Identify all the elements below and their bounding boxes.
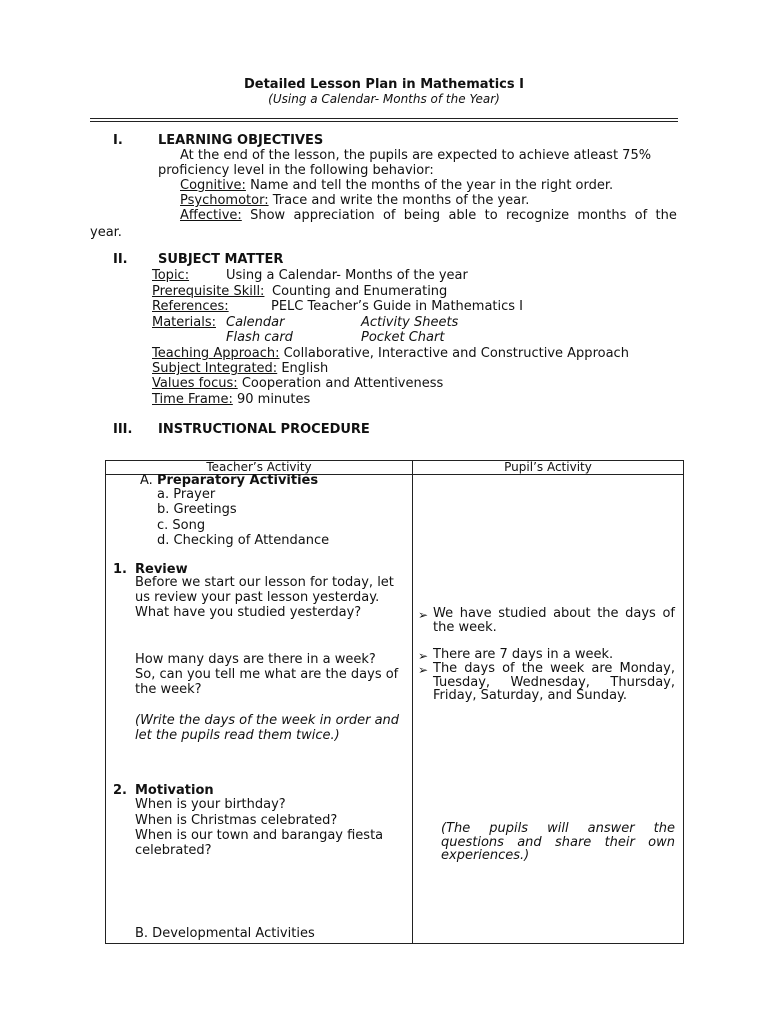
answer-word: days	[464, 661, 495, 676]
col-teacher-activity: Teacher’s Activity	[106, 461, 413, 475]
review-line: Before we start our lesson for today, let	[135, 575, 394, 590]
values-focus	[152, 376, 443, 392]
answer-word: the	[521, 661, 544, 676]
section2-number: II.	[113, 252, 128, 267]
pupil-note	[441, 822, 675, 863]
answer-word: week	[550, 661, 585, 676]
motivation-number: 2.	[113, 783, 127, 798]
affective-word: able	[448, 208, 477, 223]
motivation-line: When is Christmas celebrated?	[135, 813, 338, 828]
note-word: questions	[441, 834, 504, 850]
note-word: will	[547, 821, 569, 836]
answer-word: are	[591, 661, 613, 676]
objectives-intro-line2: proficiency level in the following behavior:	[158, 163, 434, 178]
review-heading: Review	[135, 562, 188, 577]
document-title: Detailed Lesson Plan in Mathematics I	[243, 77, 524, 92]
affective-word: of	[382, 208, 396, 223]
motivation-line: celebrated?	[135, 843, 212, 858]
answer-word: Tuesday,	[433, 674, 491, 690]
review-note: let the pupils read them twice.)	[135, 728, 340, 743]
note-word: (The	[441, 821, 471, 836]
teaching-approach	[152, 346, 629, 362]
topic-label: Topic:	[152, 268, 190, 283]
prep-item: c. Song	[157, 518, 206, 533]
subject-integrated	[152, 361, 328, 377]
pupil-answer-1	[433, 607, 675, 634]
pupil-answer-1-tail: the week.	[433, 619, 497, 635]
approach-label: Teaching Approach:	[152, 346, 280, 361]
affective-word: to	[484, 208, 498, 223]
developmental-activities: B. Developmental Activities	[135, 926, 315, 941]
values-label: Values focus:	[152, 376, 238, 391]
objective-affective	[180, 208, 677, 224]
bullet-arrow-icon: ➢	[418, 608, 429, 622]
answer-word: the	[597, 606, 619, 621]
prereq-label: Prerequisite Skill:	[152, 284, 265, 299]
document-subtitle: (Using a Calendar- Months of the Year)	[268, 92, 500, 106]
references-label: References:	[152, 299, 229, 314]
material-item: Activity Sheets	[361, 315, 459, 330]
affective-label: Affective:	[180, 208, 242, 223]
prereq-value: Counting and Enumerating	[272, 284, 448, 299]
time-frame	[152, 392, 310, 408]
review-question: the week?	[135, 682, 202, 697]
note-word: and	[517, 834, 542, 850]
values-value: Cooperation and Attentiveness	[241, 376, 444, 391]
objective-psychomotor	[180, 193, 529, 209]
materials-label: Materials:	[152, 315, 216, 330]
cognitive-label: Cognitive:	[180, 178, 246, 193]
answer-word: Thursday,	[610, 674, 675, 690]
answer-word: Wednesday,	[510, 674, 590, 690]
section1-heading: LEARNING OBJECTIVES	[158, 133, 324, 148]
note-word: pupils	[489, 821, 529, 836]
prep-letter: A.	[140, 473, 153, 488]
psychomotor-text: Trace and write the months of the year.	[272, 193, 530, 208]
pupil-answer-3-line	[433, 676, 675, 690]
section1-number: I.	[113, 133, 123, 148]
affective-word: recognize	[505, 208, 570, 223]
motivation-heading: Motivation	[135, 783, 214, 798]
note-word: own	[648, 834, 675, 850]
approach-value: Collaborative, Interactive and Constructive Approach	[283, 346, 629, 361]
references-value: PELC Teacher’s Guide in Mathematics I	[271, 299, 524, 314]
motivation-line: When is your birthday?	[135, 797, 286, 812]
section3-heading: INSTRUCTIONAL PROCEDURE	[158, 422, 370, 437]
header-rule-bottom	[90, 121, 678, 122]
answer-word: days	[625, 606, 656, 621]
pupil-activity-cell	[413, 475, 684, 944]
integrated-value: English	[281, 361, 329, 376]
affective-word: of	[634, 208, 648, 223]
motivation-line: When is our town and barangay fiesta	[135, 828, 384, 843]
header-rule-top	[90, 118, 678, 119]
prep-item: b. Greetings	[157, 502, 237, 517]
pupil-note-line	[441, 836, 675, 850]
topic-value: Using a Calendar- Months of the year	[226, 268, 468, 283]
pupil-note-line	[441, 822, 675, 836]
answer-word: We	[433, 606, 454, 621]
cognitive-text: Name and tell the months of the year in the right order.	[250, 178, 614, 193]
affective-word: months	[577, 208, 627, 223]
affective-word: Show	[250, 208, 286, 223]
affective-word: appreciation	[293, 208, 375, 223]
integrated-label: Subject Integrated:	[152, 361, 278, 376]
review-question: So, can you tell me what are the days of	[135, 667, 399, 682]
prep-heading: Preparatory Activities	[156, 473, 319, 488]
prep-item: d. Checking of Attendance	[157, 533, 330, 548]
note-word: the	[653, 821, 675, 836]
psychomotor-label: Psychomotor:	[180, 193, 269, 208]
affective-word: being	[403, 208, 441, 223]
timeframe-label: Time Frame:	[152, 392, 233, 407]
timeframe-value: 90 minutes	[236, 392, 311, 407]
pupil-answer-3	[433, 662, 675, 703]
review-line: What have you studied yesterday?	[135, 605, 362, 620]
review-line: us review your past lesson yesterday.	[135, 590, 380, 605]
answer-word: of	[502, 661, 515, 676]
review-question: How many days are there in a week?	[135, 652, 376, 667]
pupil-answer-3-line	[433, 662, 675, 676]
review-number: 1.	[113, 562, 127, 577]
col-pupil-activity: Pupil’s Activity	[413, 461, 684, 475]
bullet-arrow-icon: ➢	[418, 663, 429, 677]
review-note: (Write the days of the week in order and	[135, 713, 400, 728]
answer-word: about	[553, 606, 591, 621]
note-word: share	[554, 834, 592, 850]
section2-heading: SUBJECT MATTER	[158, 252, 284, 267]
answer-word: Monday,	[619, 661, 675, 676]
note-word: their	[604, 834, 635, 850]
objective-cognitive	[180, 178, 613, 194]
material-item: Pocket Chart	[361, 330, 445, 345]
section3-number: III.	[113, 422, 133, 437]
material-item: Calendar	[226, 315, 285, 330]
answer-word: The	[433, 661, 458, 676]
affective-tail: year.	[90, 225, 122, 240]
prep-item: a. Prayer	[157, 487, 216, 502]
answer-word: studied	[498, 606, 547, 621]
pupil-answer-1-line	[433, 607, 675, 621]
bullet-arrow-icon: ➢	[418, 649, 429, 663]
objectives-intro-line1: At the end of the lesson, the pupils are expected to achieve atleast 75%	[180, 148, 652, 163]
pupil-answer-2: There are 7 days in a week.	[433, 647, 614, 662]
material-item: Flash card	[226, 330, 293, 345]
answer-word: have	[459, 606, 492, 621]
affective-word: the	[655, 208, 677, 223]
pupil-answer-3-tail: Friday, Saturday, and Sunday.	[433, 688, 628, 703]
note-word: answer	[587, 821, 635, 836]
pupil-note-tail: experiences.)	[441, 848, 530, 863]
answer-word: of	[662, 606, 675, 621]
